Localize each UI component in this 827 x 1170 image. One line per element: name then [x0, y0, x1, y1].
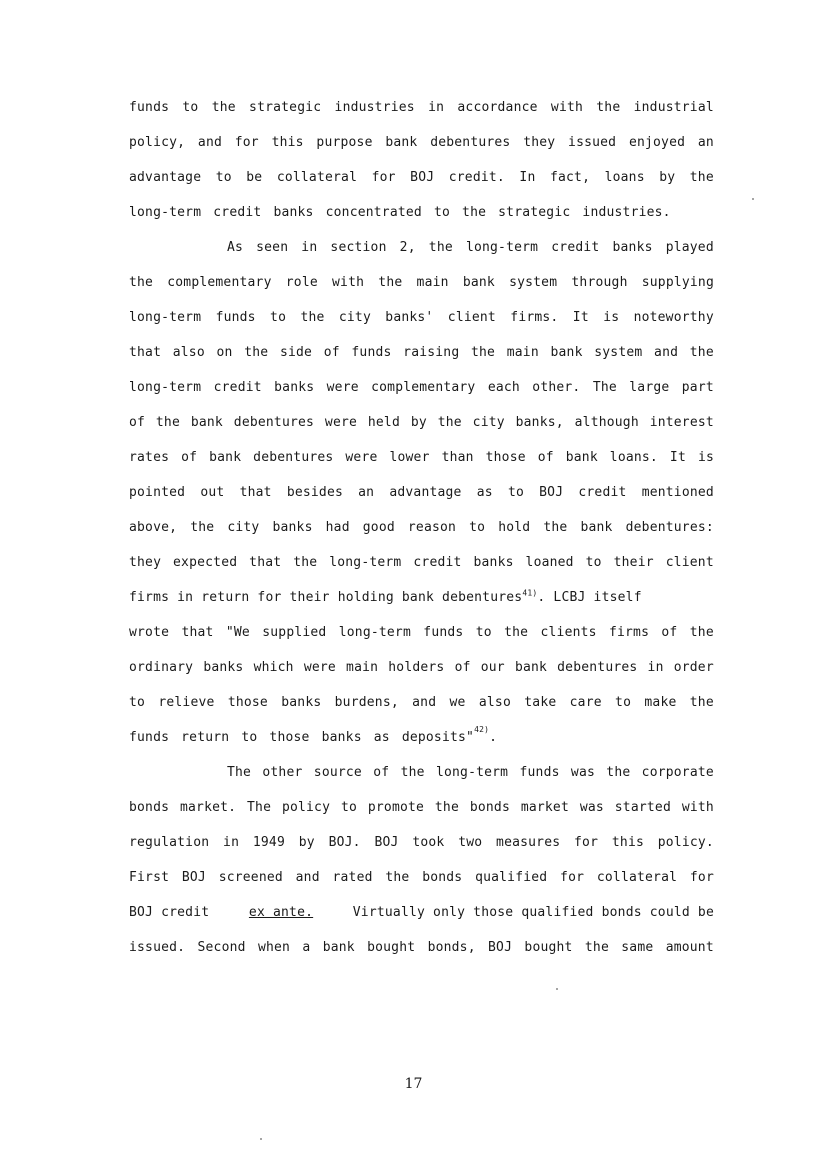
word: loaned — [525, 555, 574, 570]
word: bank — [209, 450, 242, 465]
line-segment: firms in return for their holding bank debentures$^{41)}$. LCBJ itself — [129, 588, 642, 605]
word: those — [227, 695, 268, 710]
word: expected — [173, 555, 238, 570]
word: to — [585, 555, 602, 570]
word: other. — [532, 380, 581, 395]
word: funds — [215, 310, 256, 325]
word: As — [227, 240, 244, 255]
word: the — [584, 940, 609, 955]
word: ordinary — [129, 660, 194, 675]
word: The — [592, 380, 617, 395]
word: played — [665, 240, 714, 255]
word: relieve — [158, 695, 215, 710]
word: with — [681, 800, 714, 815]
word: burdens, — [334, 695, 399, 710]
scan-speck — [752, 198, 754, 200]
text-line — [227, 240, 714, 256]
word: of — [181, 450, 198, 465]
word: long-term — [329, 555, 402, 570]
word: the — [211, 100, 236, 115]
word: to — [129, 695, 146, 710]
word: policy — [281, 800, 331, 815]
word: that — [239, 485, 272, 500]
word: regulation — [129, 835, 210, 850]
word: to — [270, 310, 287, 325]
text-line — [129, 135, 714, 151]
word: they — [129, 555, 162, 570]
word: the — [543, 520, 568, 535]
word: bank — [385, 135, 418, 150]
word: in — [223, 835, 240, 850]
word: of — [323, 345, 340, 360]
word: through — [571, 275, 628, 290]
text-line — [129, 310, 714, 326]
word: than — [441, 450, 474, 465]
word: is — [697, 450, 714, 465]
word: long-term — [435, 765, 509, 780]
word: and — [197, 135, 223, 150]
word: supplied — [262, 625, 327, 640]
text-line — [227, 765, 714, 781]
word: First — [129, 870, 170, 885]
word: large — [629, 380, 670, 395]
word: the — [689, 170, 714, 185]
text-line — [129, 485, 714, 501]
word: main — [506, 345, 539, 360]
word: the — [190, 520, 215, 535]
word: of — [373, 765, 390, 780]
word: were — [303, 660, 336, 675]
word: The — [227, 765, 252, 780]
word: the — [300, 310, 325, 325]
text-line — [129, 450, 714, 466]
word: banks' — [385, 310, 434, 325]
word: Second — [197, 940, 246, 955]
word: debentures — [253, 450, 334, 465]
word: take — [524, 695, 557, 710]
word: long-term — [129, 380, 202, 395]
word: advantage — [389, 485, 462, 500]
word: the — [293, 555, 318, 570]
word: BOJ — [539, 485, 564, 500]
word: those — [485, 450, 526, 465]
word: raising — [403, 345, 460, 360]
word: were — [326, 380, 359, 395]
word: the — [471, 345, 496, 360]
word: noteworthy — [633, 310, 714, 325]
word: to — [475, 625, 492, 640]
word: long-term — [338, 625, 411, 640]
word: interest — [649, 415, 714, 430]
word: debentures — [430, 135, 511, 150]
word: banks — [612, 240, 653, 255]
word: the — [689, 695, 714, 710]
word: the — [689, 625, 714, 640]
page-number: 17 — [404, 1076, 423, 1092]
word: strategic — [249, 100, 322, 115]
scan-speck — [260, 1138, 262, 1140]
word: funds — [519, 765, 560, 780]
word: system — [509, 275, 558, 290]
word: funds — [423, 625, 464, 640]
word: banks — [281, 695, 322, 710]
word: by — [298, 835, 315, 850]
text-line — [129, 695, 714, 711]
text-line — [129, 380, 714, 396]
word: an — [697, 135, 714, 150]
word: to — [507, 485, 524, 500]
word: this — [271, 135, 304, 150]
word: a — [302, 940, 311, 955]
word: bought — [524, 940, 573, 955]
word: were — [324, 415, 358, 430]
word: the — [504, 625, 529, 640]
word: long-term — [465, 240, 539, 255]
word: an — [358, 485, 375, 500]
word: when — [257, 940, 291, 955]
word: section — [330, 240, 387, 255]
word: for — [371, 170, 396, 185]
word: by — [410, 415, 427, 430]
word: city — [227, 520, 260, 535]
word: The — [247, 800, 272, 815]
word: to — [182, 100, 199, 115]
word: It — [669, 450, 686, 465]
word: were — [345, 450, 378, 465]
word: amount — [665, 940, 714, 955]
word: is — [603, 310, 620, 325]
text-line — [129, 870, 714, 886]
word: the — [689, 345, 714, 360]
word: held — [367, 415, 400, 430]
word: order — [673, 660, 714, 675]
word: was — [570, 765, 596, 780]
word: in — [647, 660, 664, 675]
word: rated — [332, 870, 373, 885]
word: of — [537, 450, 554, 465]
word: long-term — [129, 310, 202, 325]
word: bonds — [422, 870, 463, 885]
word: their — [613, 555, 654, 570]
word: to — [215, 170, 232, 185]
word: debentures — [233, 415, 315, 430]
word: for — [234, 135, 259, 150]
word: screened — [218, 870, 283, 885]
word: hold — [498, 520, 531, 535]
word: bank — [550, 345, 583, 360]
word: firms — [608, 625, 650, 640]
word: other — [262, 765, 303, 780]
word: the — [434, 800, 459, 815]
word: banks — [203, 660, 244, 675]
word: the — [428, 240, 453, 255]
text-line — [129, 345, 714, 361]
word: debentures: — [625, 520, 714, 535]
word: started — [614, 800, 671, 815]
word: fact, — [549, 170, 591, 185]
word: credit — [551, 240, 600, 255]
word: bought — [367, 940, 416, 955]
word: bank — [462, 275, 495, 290]
word: that — [129, 345, 162, 360]
word: and — [412, 695, 437, 710]
word: pointed — [129, 485, 186, 500]
word: issued. — [129, 940, 186, 955]
word: measures — [496, 835, 561, 850]
word: funds — [129, 100, 170, 115]
word: they — [523, 135, 556, 150]
word: by — [659, 170, 676, 185]
word: each — [487, 380, 520, 395]
word: in — [428, 100, 445, 115]
word: In — [519, 170, 536, 185]
word: firms. — [510, 310, 559, 325]
word: be — [246, 170, 263, 185]
word: our — [480, 660, 505, 675]
text-line — [129, 800, 714, 816]
text-line — [129, 590, 714, 606]
word: two — [458, 835, 483, 850]
word: 1949 — [252, 835, 285, 850]
text-line — [129, 100, 714, 116]
word: BOJ — [374, 835, 399, 850]
word: client — [447, 310, 496, 325]
text-line — [129, 415, 714, 431]
word: the — [437, 415, 462, 430]
text-line — [129, 555, 714, 571]
word: as — [476, 485, 493, 500]
word: good — [362, 520, 395, 535]
word: BOJ — [488, 940, 513, 955]
word: although — [574, 415, 639, 430]
footnote-ref: 42) — [474, 725, 490, 734]
word: bonds — [129, 800, 170, 815]
word: loans. — [609, 450, 658, 465]
word: credit — [578, 485, 627, 500]
word: BOJ — [181, 870, 206, 885]
word: the — [596, 100, 621, 115]
scan-speck — [556, 988, 558, 990]
text-line — [129, 660, 714, 676]
word: debentures — [557, 660, 638, 675]
word: corporate — [641, 765, 714, 780]
word: to — [340, 800, 358, 815]
word: It — [572, 310, 589, 325]
word: for — [574, 835, 599, 850]
word: for — [689, 870, 714, 885]
word: source — [313, 765, 362, 780]
word: that — [249, 555, 282, 570]
word: above, — [129, 520, 178, 535]
word: banks, — [515, 415, 564, 430]
underlined-term: ex ante. — [248, 905, 314, 920]
word: also — [478, 695, 511, 710]
word: care — [569, 695, 602, 710]
word: advantage — [129, 170, 202, 185]
word: wrote — [129, 625, 170, 640]
word: bonds, — [427, 940, 476, 955]
word: credit — [213, 380, 262, 395]
word: the — [244, 345, 269, 360]
word: industrial — [633, 100, 714, 115]
word: banks — [274, 380, 315, 395]
text-line — [129, 940, 714, 956]
word: bank — [580, 520, 613, 535]
word: main — [416, 275, 449, 290]
word: the — [129, 275, 154, 290]
word: market. — [179, 800, 237, 815]
word: main — [346, 660, 379, 675]
word: qualified — [475, 870, 548, 885]
word: to — [615, 695, 632, 710]
word: took — [412, 835, 445, 850]
word: besides — [286, 485, 343, 500]
word: complementary — [371, 380, 476, 395]
word: lower — [389, 450, 430, 465]
word: this — [611, 835, 644, 850]
word: which — [253, 660, 294, 675]
word: bank — [322, 940, 355, 955]
word: we — [449, 695, 466, 710]
word: "We — [225, 625, 250, 640]
word: policy. — [657, 835, 714, 850]
word: make — [644, 695, 677, 710]
word: clients — [540, 625, 597, 640]
word: banks — [272, 520, 313, 535]
word: was — [579, 800, 604, 815]
text-line — [129, 835, 714, 851]
word: collateral — [276, 170, 358, 185]
word: out — [200, 485, 225, 500]
word: credit — [413, 555, 462, 570]
word: loans — [604, 170, 645, 185]
word: part — [681, 380, 714, 395]
word: bonds — [469, 800, 510, 815]
word: the — [385, 870, 410, 885]
word: funds — [351, 345, 392, 360]
word: and — [295, 870, 320, 885]
word: of — [454, 660, 471, 675]
word: mentioned — [641, 485, 714, 500]
word: collateral — [596, 870, 678, 885]
word: credit. — [448, 170, 505, 185]
word: same — [621, 940, 654, 955]
word: for — [560, 870, 585, 885]
word: city — [472, 415, 505, 430]
word: also — [172, 345, 205, 360]
text-line — [129, 520, 714, 536]
word: seen — [256, 240, 289, 255]
word: banks — [473, 555, 514, 570]
word: the — [606, 765, 631, 780]
word: accordance — [457, 100, 538, 115]
word: the — [400, 765, 425, 780]
word: of — [129, 415, 146, 430]
text-line — [129, 170, 714, 186]
text-line: funds return to those banks as deposits" 42) . — [129, 725, 498, 745]
word: BOJ — [410, 170, 435, 185]
word: enjoyed — [628, 135, 686, 150]
word: reason — [407, 520, 457, 535]
word: role — [285, 275, 318, 290]
word: to — [469, 520, 486, 535]
text-line — [129, 275, 714, 291]
word: city — [338, 310, 371, 325]
text-line — [129, 625, 714, 641]
word: that — [181, 625, 214, 640]
word: with — [550, 100, 584, 115]
word: client — [665, 555, 714, 570]
word: system — [594, 345, 643, 360]
word: the — [378, 275, 403, 290]
word: bank — [565, 450, 598, 465]
word: policy, — [129, 135, 186, 150]
word: supplying — [641, 275, 714, 290]
word: rates — [129, 450, 170, 465]
word: 2, — [399, 240, 416, 255]
text-line: long-term credit banks concentrated to the strategic industries. — [129, 205, 671, 220]
word: of — [661, 625, 678, 640]
word: on — [216, 345, 233, 360]
word: market — [520, 800, 569, 815]
word: in — [301, 240, 318, 255]
word: with — [332, 275, 365, 290]
word: issued — [568, 135, 617, 150]
word: promote — [367, 800, 425, 815]
word: holders — [388, 660, 445, 675]
word: had — [325, 520, 350, 535]
word: the — [155, 415, 180, 430]
word: bank — [514, 660, 548, 675]
word: BOJ. — [328, 835, 361, 850]
word: and — [654, 345, 679, 360]
word: industries — [334, 100, 415, 115]
word: purpose — [316, 135, 373, 150]
word: bank — [190, 415, 223, 430]
text-line: BOJ credit ex ante. Virtually only those qualified bonds could be — [129, 905, 714, 920]
word: complementary — [167, 275, 272, 290]
footnote-ref: 41) — [522, 588, 538, 598]
word: side — [279, 345, 313, 360]
